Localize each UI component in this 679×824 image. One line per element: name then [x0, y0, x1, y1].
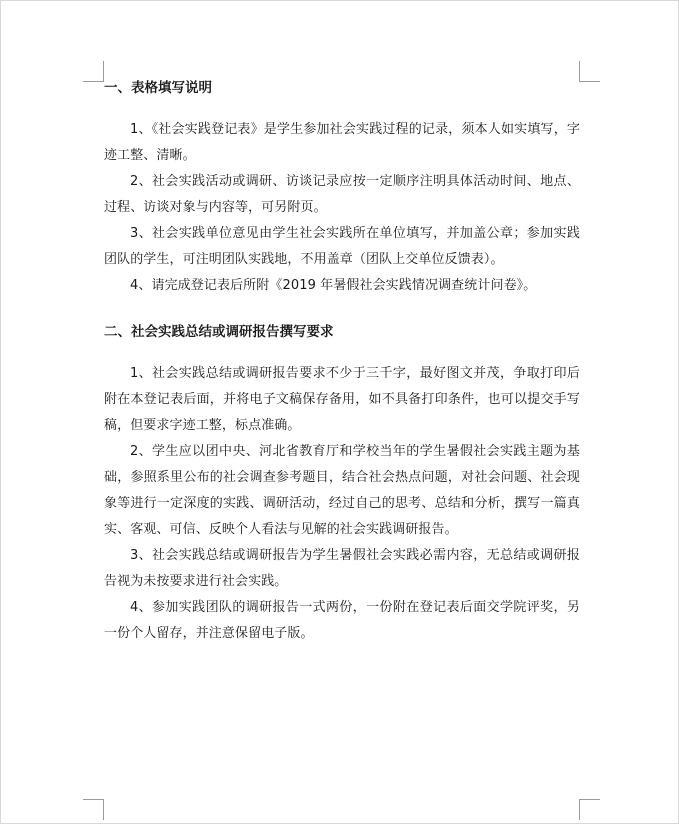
paragraph: 2、社会实践活动或调研、访谈记录应按一定顺序注明具体活动时间、地点、过程、访谈对象与内容等，可另附页。 — [104, 174, 580, 215]
crop-mark-bottom-left — [83, 799, 104, 820]
crop-mark-top-right — [579, 61, 600, 82]
paragraph: 3、社会实践总结或调研报告为学生暑假社会实践必需内容，无总结或调研报告视为未按要求进行社会实践。 — [104, 548, 580, 589]
crop-mark-bottom-right — [579, 799, 600, 820]
paragraph: 4、参加实践团队的调研报告一式两份，一份附在登记表后面交学院评奖，另一份个人留存，并注意保留电子版。 — [104, 600, 580, 641]
paragraph: 3、社会实践单位意见由学生社会实践所在单位填写，并加盖公章；参加实践团队的学生，可注明团队实践地，不用盖章（团队上交单位反馈表）。 — [104, 226, 580, 267]
section-heading-form-instructions: 一、表格填写说明 — [104, 80, 212, 96]
document-body — [104, 77, 580, 647]
paragraph: 1、《社会实践登记表》是学生参加社会实践过程的记录，须本人如实填写，字迹工整、清晰。 — [104, 122, 580, 163]
paragraph: 2、学生应以团中央、河北省教育厅和学校当年的学生暑假社会实践主题为基础，参照系里公布的社会调查参考题目，结合社会热点问题，对社会问题、社会现象等进行一定深度的实践、调研活动，经过自己的思考、总结和分析，撰写一篇真实、客观、可信、反映个人看法与见解的社会实践调研报告。 — [104, 444, 580, 537]
paragraph: 1、社会实践总结或调研报告要求不少于三千字，最好图文并茂，争取打印后附在本登记表后面，并将电子文稿保存备用，如不具备打印条件，也可以提交手写稿，但要求字迹工整，标点准确。 — [104, 366, 580, 433]
paragraph: 4、请完成登记表后所附《2019 年暑假社会实践情况调查统计问卷》。 — [130, 278, 537, 293]
section-heading-report-requirements: 二、社会实践总结或调研报告撰写要求 — [104, 324, 334, 340]
crop-mark-top-left — [83, 61, 104, 82]
